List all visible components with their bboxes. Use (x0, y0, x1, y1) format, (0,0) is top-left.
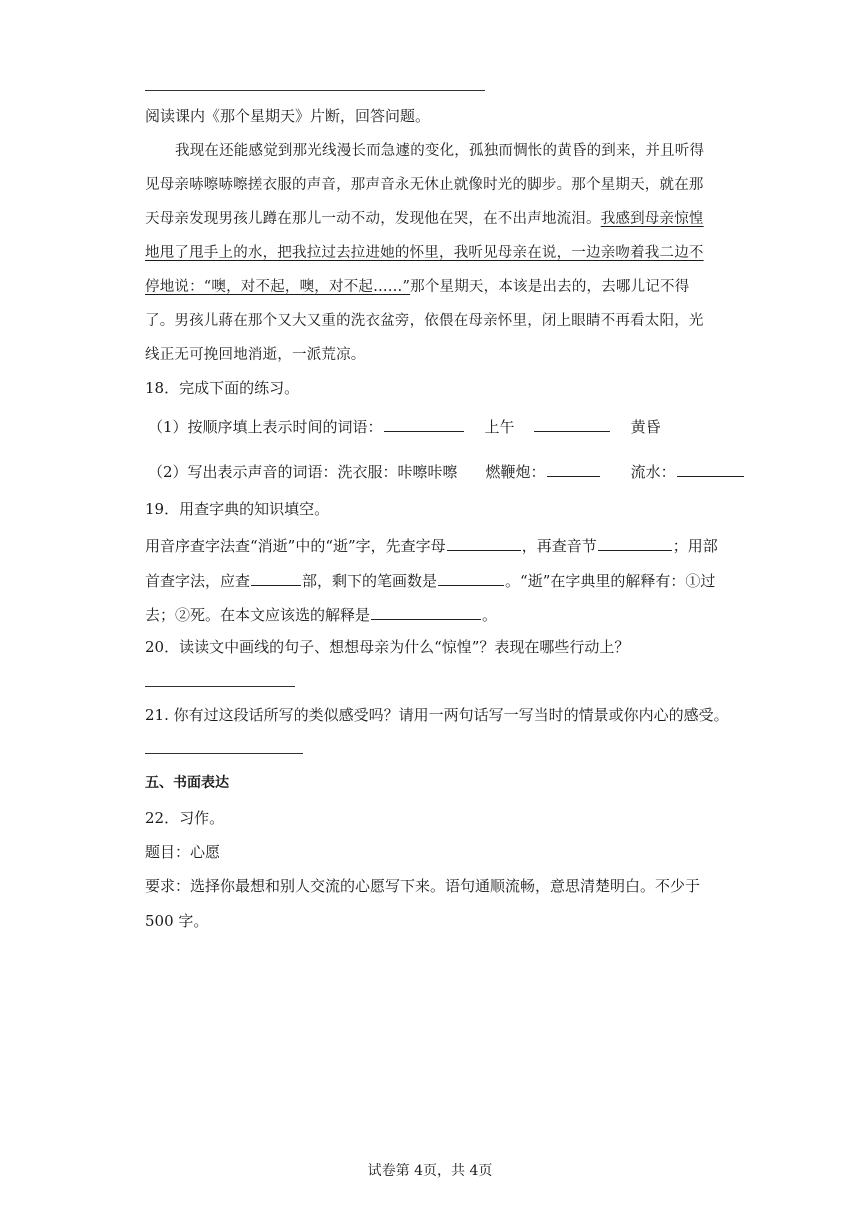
q19-b3: 。“逝”在字典里的解释有：①过 (505, 572, 716, 590)
q19-a3: ；用部 (672, 537, 718, 555)
q19-blank-strokes[interactable] (438, 570, 504, 586)
question-22-requirements-1: 要求：选择你最想和别人交流的心愿写下来。语句通顺流畅，意思清楚明白。不少于 (145, 877, 701, 895)
q19-blank-meaning[interactable] (371, 604, 481, 620)
q18-p1-word-2: 黄昏 (630, 418, 661, 436)
question-20-title: 20．读读文中画线的句子、想想母亲为什么“惊惶”？表现在哪些行动上？ (145, 638, 630, 656)
q18-p2-blank-1[interactable] (547, 461, 600, 477)
q18-p2-word-2: 流水： (630, 463, 676, 481)
section-5-heading: 五、书面表达 (145, 775, 229, 791)
passage-line-7: 线正无可挽回地消逝，一派荒凉。 (145, 347, 366, 363)
question-19-line-2 (145, 570, 715, 591)
reading-intro: 阅读课内《那个星期天》片断，回答问题。 (145, 107, 431, 125)
q19-a2: ，再查音节 (521, 537, 597, 555)
question-19-title: 19．用查字典的知识填空。 (145, 500, 330, 518)
q19-blank-radical[interactable] (251, 570, 301, 586)
passage-line-3-text: 天母亲发现男孩儿蹲在那儿一动不动，发现他在哭，在不出声地流泪。 (145, 211, 601, 227)
top-answer-line (145, 90, 485, 91)
q19-blank-syllable[interactable] (598, 535, 672, 551)
question-18-part-1 (148, 416, 661, 437)
q21-answer-line[interactable] (145, 753, 303, 754)
q19-blank-letter[interactable] (447, 535, 521, 551)
question-18-title: 18．完成下面的练习。 (145, 379, 300, 397)
underlined-sentence-end: 停地说：“噢，对不起，噢，对不起……” (145, 279, 411, 295)
passage-line-4-underlined: 地甩了甩手上的水，把我拉过去拉进她的怀里，我听见母亲在说，一边亲吻着我二边不 (145, 245, 704, 261)
q18-p2-label: （2）写出表示声音的词语：洗衣服：咔嚓咔嚓 (148, 463, 458, 481)
q18-p1-word-1: 上午 (484, 418, 515, 436)
question-19-line-1 (145, 535, 718, 556)
q18-p2-word-1: 燃鞭炮： (485, 463, 546, 481)
question-21-title: 21. 你有过这段话所写的类似感受吗？请用一两句话写一写当时的情景或你内心的感受。 (145, 706, 729, 724)
q19-b1: 首查字法，应查 (145, 572, 251, 590)
q19-a1: 用音序查字法查“消逝”中的“逝”字，先查字母 (145, 537, 446, 555)
q19-c1: 去；②死。在本文应该选的解释是 (145, 606, 371, 624)
question-22-requirements-2: 500 字。 (145, 912, 209, 930)
q18-p1-label: （1）按顺序填上表示时间的词语： (148, 418, 383, 436)
question-18-part-2 (148, 461, 745, 482)
q18-p1-blank-1[interactable] (384, 416, 464, 432)
passage-line-3 (145, 209, 704, 229)
passage-line-2: 见母亲哧嚓哧嚓搓衣服的声音，那声音永无休止就像时光的脚步。那个星期天，就在那 (145, 177, 704, 193)
passage-line-1: 我现在还能感觉到那光线漫长而急遽的变化，孤独而惆怅的黄昏的到来，并且听得 (175, 143, 705, 159)
underlined-sentence-start: 我感到母亲惊惶 (600, 211, 704, 227)
passage-line-5 (145, 277, 689, 297)
question-22-title: 22．习作。 (145, 809, 225, 827)
q18-p1-blank-2[interactable] (534, 416, 610, 432)
q19-c2: 。 (482, 606, 498, 624)
q19-b2: 部，剩下的笔画数是 (302, 572, 438, 590)
q18-p2-blank-2[interactable] (677, 461, 744, 477)
question-19-line-3 (145, 604, 497, 625)
passage-line-5-text: 那个星期天，本该是出去的，去哪儿记不得 (410, 279, 690, 295)
page-footer: 试卷第 4页，共 4页 (367, 1163, 493, 1179)
question-22-topic: 题目：心愿 (145, 843, 221, 861)
q20-answer-line[interactable] (145, 686, 295, 687)
passage-line-6: 了。男孩儿蔣在那个又大又重的洗衣盆旁，依偎在母亲怀里，闭上眼睛不再看太阳，光 (145, 313, 704, 329)
